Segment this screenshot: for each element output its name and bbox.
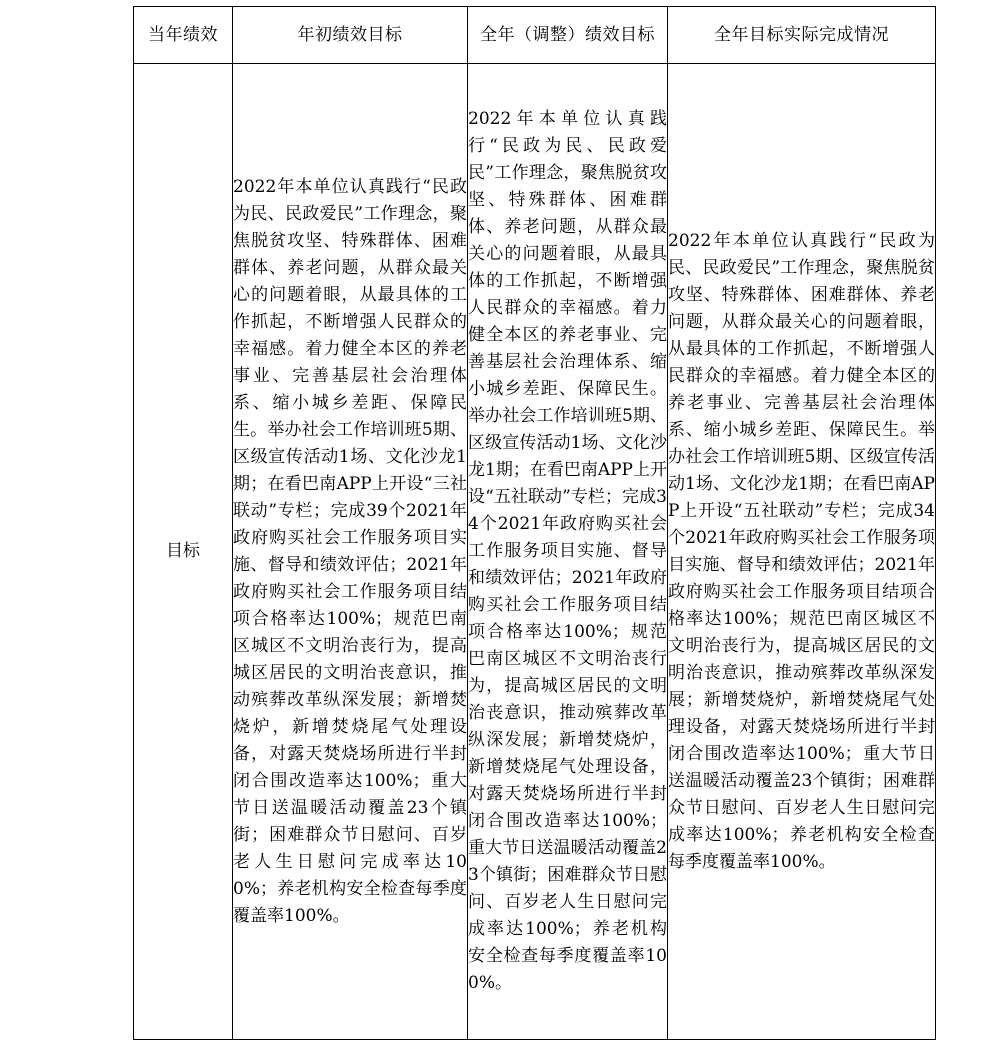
table-row: [134, 64, 936, 1040]
header-row: [134, 7, 936, 64]
adjusted-target-text: 2022年本单位认真践行“民政为民、民政爱民”工作理念，聚焦脱贫攻坚、特殊群体、困难群体、养老问题，从群众最关心的问题着眼，从最具体的工作抓起，不断增强人民群众的幸福感。着力健全本区的养老事业、完善基层社会治理体系、缩小城乡差距、保障民生。举办社会工作培训班5期、区级宣传活动1场、文化沙龙1期；在看巴南APP上开设“五社联动”专栏；完成34个2021年政府购买社会工作服务项目实施、督导和绩效评估；2021年政府购买社会工作服务项目结项合格率达100%；规范巴南区城区不文明治丧行为，提高城区居民的文明治丧意识，推动殡葬改革纵深发展；新增焚烧炉，新增焚烧尾气处理设备，对露天焚烧场所进行半封闭合围改造率达100%；重大节日送温暖活动覆盖23个镇街；困难群众节日慰问、百岁老人生日慰问完成率达100%；养老机构安全检查每季度覆盖率100%。: [468, 64, 668, 1040]
performance-table: [133, 6, 936, 1040]
header-actual-completion: 全年目标实际完成情况: [668, 7, 936, 64]
header-adjusted-target: 全年（调整）绩效目标: [468, 7, 668, 64]
initial-target-text: 2022年本单位认真践行“民政为民、民政爱民”工作理念，聚焦脱贫攻坚、特殊群体、困难群体、养老问题，从群众最关心的问题着眼，从最具体的工作抓起，不断增强人民群众的幸福感。着力健全本区的养老事业、完善基层社会治理体系、缩小城乡差距、保障民生。举办社会工作培训班5期、区级宣传活动1场、文化沙龙1期；在看巴南APP上开设“三社联动”专栏；完成39个2021年政府购买社会工作服务项目实施、督导和绩效评估；2021年政府购买社会工作服务项目结项合格率达100%；规范巴南区城区不文明治丧行为，提高城区居民的文明治丧意识，推动殡葬改革纵深发展；新增焚烧炉，新增焚烧尾气处理设备，对露天焚烧场所进行半封闭合围改造率达100%；重大节日送温暖活动覆盖23个镇街；困难群众节日慰问、百岁老人生日慰问完成率达100%；养老机构安全检查每季度覆盖率100%。: [233, 64, 468, 1040]
actual-completion-text: 2022年本单位认真践行“民政为民、民政爱民”工作理念，聚焦脱贫攻坚、特殊群体、困难群体、养老问题，从群众最关心的问题着眼，从最具体的工作抓起，不断增强人民群众的幸福感。着力健全本区的养老事业、完善基层社会治理体系、缩小城乡差距、保障民生。举办社会工作培训班5期、区级宣传活动1场、文化沙龙1期；在看巴南APP上开设“五社联动”专栏；完成34个2021年政府购买社会工作服务项目实施、督导和绩效评估；2021年政府购买社会工作服务项目结项合格率达100%；规范巴南区城区不文明治丧行为，提高城区居民的文明治丧意识，推动殡葬改革纵深发展；新增焚烧炉，新增焚烧尾气处理设备，对露天焚烧场所进行半封闭合围改造率达100%；重大节日送温暖活动覆盖23个镇街；困难群众节日慰问、百岁老人生日慰问完成率达100%；养老机构安全检查每季度覆盖率100%。: [668, 64, 936, 1040]
row-label-target: 目标: [134, 64, 233, 1040]
header-year-performance: 当年绩效: [134, 7, 233, 64]
header-initial-target: 年初绩效目标: [233, 7, 468, 64]
